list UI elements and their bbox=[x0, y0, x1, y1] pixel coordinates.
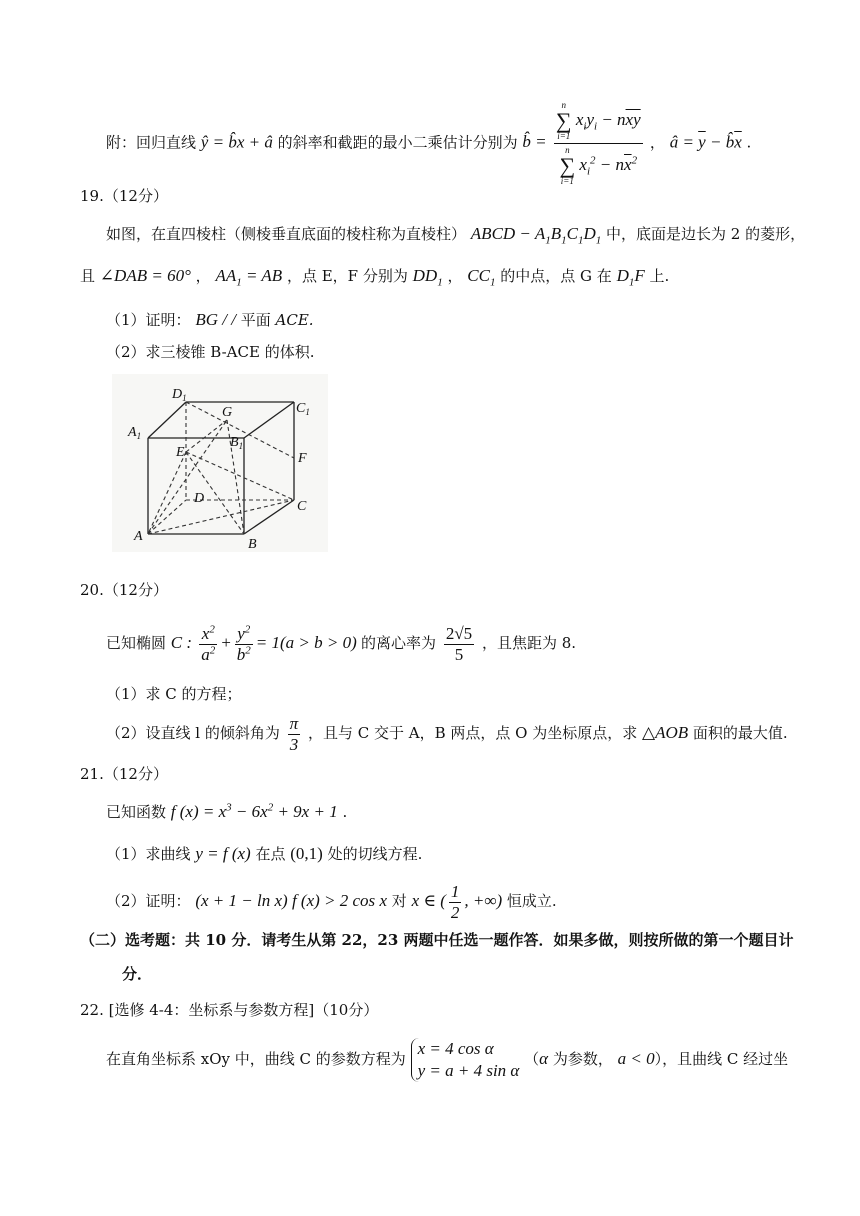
label-d: D bbox=[194, 491, 205, 506]
q19-line2-text-f: 上. bbox=[649, 267, 670, 285]
alpha-symbol: α bbox=[539, 1049, 549, 1068]
triangle-aob: △AOB bbox=[642, 723, 689, 742]
q21-header: 21.（12分） bbox=[80, 765, 168, 783]
q21-line1-text-a: 已知函数 bbox=[106, 803, 167, 821]
prism-name: ABCD − $A_1B_1C_1D_1$ bbox=[470, 224, 602, 247]
label-g: G bbox=[222, 405, 233, 420]
q21-line1 bbox=[106, 802, 347, 822]
ellipse-equation: C : $\frac{x^2}{a^2}$ + $\frac{y^2}{b^2}$ = 1(a > b > 0) bbox=[170, 622, 362, 664]
a-condition: a < 0 bbox=[617, 1049, 655, 1068]
edge-condition: $AA_1$ = AB bbox=[215, 266, 283, 289]
q19-line2 bbox=[80, 266, 670, 289]
section2-line1: （二）选考题：共 10 分．请考生从第 22，23 两题中任选一题作答．如果多做，则按所做的第一个题目计 bbox=[80, 931, 794, 949]
segment-dd1: $DD_1$ bbox=[412, 266, 443, 289]
q22-line1-text-c: 为参数， bbox=[552, 1050, 613, 1068]
q21-part2 bbox=[106, 878, 557, 924]
slope-formula: b̂ = n ∑ i=1 $x_iy_i - n\overline{xy}$ n ∑ i=1 $x_i^2 - n\overline{x}^2$ bbox=[522, 100, 641, 186]
q20-line1-text-c: ，且焦距为 8. bbox=[481, 634, 577, 652]
q20-part2-text-b: ，且与 C 交于 A，B 两点，点 O 为坐标原点，求 bbox=[307, 724, 638, 742]
q19-line2-text-a: 且 bbox=[80, 267, 96, 285]
eccentricity-value: $\frac{2√5}{5}$ bbox=[445, 623, 473, 664]
q19-part2: （2）求三棱锥 B-ACE 的体积. bbox=[106, 343, 315, 361]
appendix-prefix: 附：回归直线 bbox=[106, 133, 197, 152]
curve-equation: y = f (x) bbox=[195, 844, 251, 863]
q20-part2-text-c: 面积的最大值. bbox=[692, 724, 788, 742]
q21-part2-text-a: （2）证明： bbox=[106, 892, 191, 910]
q21-part1-text-b: 在点 bbox=[255, 845, 286, 863]
point-coordinates: (0,1) bbox=[290, 844, 323, 863]
q22-line1 bbox=[106, 1034, 788, 1084]
appendix-line bbox=[106, 100, 752, 186]
q19-line1 bbox=[106, 224, 806, 247]
label-b1: $B_1$ bbox=[230, 435, 244, 451]
q19-line1-text-b: 中，底面是边长为 2 的菱形， bbox=[606, 225, 806, 243]
label-a1: $A_1$ bbox=[128, 425, 142, 441]
q22-line1-text-a: 在直角坐标系 xOy 中，曲线 C 的参数方程为 bbox=[106, 1050, 406, 1068]
q21-part1 bbox=[106, 844, 422, 864]
q20-line1-text-b: 的离心率为 bbox=[361, 634, 437, 652]
q19-line1-text-a: 如图，在直四棱柱（侧棱垂直底面的棱柱称为直棱柱） bbox=[106, 225, 467, 243]
q22-line1-text-d: ），且曲线 C 经过坐 bbox=[654, 1050, 789, 1068]
label-c1: $C_1$ bbox=[296, 401, 310, 417]
q20-line1 bbox=[106, 620, 576, 666]
label-f: F bbox=[298, 451, 307, 466]
incline-angle: $\frac{\pi}{3}$ bbox=[289, 713, 299, 754]
q21-part2-text-c: 恒成立. bbox=[506, 892, 557, 910]
segment-cc1: $CC_1$ bbox=[467, 266, 496, 289]
q19-line2-text-c: ，点 E，F 分别为 bbox=[286, 267, 408, 285]
intercept-formula: â = $\overline{y}$ − $b̂\overline{x}$ bbox=[669, 132, 742, 152]
label-a: A bbox=[134, 529, 143, 544]
q19-part1-text-b: 平面 bbox=[240, 311, 271, 329]
function-definition: f $(x) = x^3 - 6x^2 + 9x + 1$ bbox=[170, 801, 338, 821]
label-c: C bbox=[297, 499, 307, 514]
q19-header: 19.（12分） bbox=[80, 187, 168, 205]
segment-d1f: $D_1F$ bbox=[616, 266, 645, 289]
q19-line2-text-b: ， bbox=[195, 267, 211, 285]
q20-part1: （1）求 C 的方程； bbox=[106, 685, 242, 703]
label-e: E bbox=[176, 445, 185, 460]
q21-line1-text-b: . bbox=[342, 803, 348, 821]
q20-part2 bbox=[106, 710, 788, 756]
q20-line1-text-a: 已知椭圆 bbox=[106, 634, 167, 652]
q22-line1-text-b: （ bbox=[524, 1050, 540, 1068]
q19-line2-text-d: ， bbox=[447, 267, 463, 285]
q20-part2-text-a: （2）设直线 l 的倾斜角为 bbox=[106, 724, 280, 742]
appendix-end: . bbox=[746, 133, 752, 152]
q19-line2-text-e: 的中点，点 G 在 bbox=[500, 267, 612, 285]
q22-header: 22. [选修 4-4：坐标系与参数方程]（10分） bbox=[80, 1001, 379, 1019]
parametric-equations: x = 4 cos α y = a + 4 sin α bbox=[411, 1038, 520, 1082]
domain-interval: x ∈ ( $\frac{1}{2}$ , +∞) bbox=[411, 881, 503, 922]
label-d1: $D_1$ bbox=[172, 387, 187, 403]
prism-figure bbox=[112, 374, 328, 552]
q21-part1-text-c: 处的切线方程. bbox=[327, 845, 423, 863]
q19-part1-text-c: ACE. bbox=[275, 311, 314, 329]
section2-line2: 分． bbox=[122, 965, 153, 983]
q21-part1-text-a: （1）求曲线 bbox=[106, 845, 191, 863]
bg-parallel: BG / / bbox=[195, 310, 236, 329]
regression-line-formula: ŷ = b̂x + â bbox=[200, 132, 273, 152]
appendix-sep: ， bbox=[649, 133, 665, 152]
label-b: B bbox=[248, 537, 257, 552]
q20-header: 20.（12分） bbox=[80, 581, 168, 599]
angle-condition: ∠DAB = 60° bbox=[99, 266, 191, 285]
q19-part1-text-a: （1）证明： bbox=[106, 311, 191, 329]
appendix-middle: 的斜率和截距的最小二乘估计分别为 bbox=[277, 133, 518, 152]
q19-part1 bbox=[106, 310, 314, 330]
inequality: (x + 1 − ln x) f (x) > 2 cos x bbox=[195, 891, 387, 910]
q21-part2-text-b: 对 bbox=[391, 892, 407, 910]
